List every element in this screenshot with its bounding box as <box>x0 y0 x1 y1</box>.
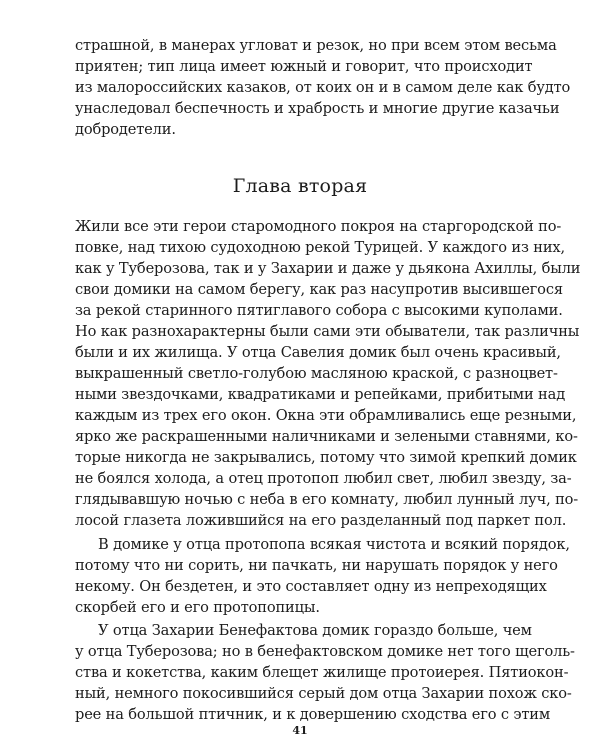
text-line: торые никогда не закрывались, потому что зимой крепкий домик <box>75 449 577 466</box>
text-line: добродетели. <box>75 121 176 138</box>
text-line: страшной, в манерах угловат и резок, но при всем этом весьма <box>75 37 557 54</box>
text-line: ный, немного покосившийся серый дом отца Захарии похож ско- <box>75 685 572 702</box>
text-line: свои домики на самом берегу, как раз насупротив высившегося <box>75 281 563 298</box>
text-line: выкрашенный светло-голубою масляною краской, с разноцвет- <box>75 365 558 382</box>
text-line: у отца Туберозова; но в бенефактовском домике нет того щеголь- <box>75 643 575 660</box>
text-line: глядывавшую ночью с неба в его комнату, любил лунный луч, по- <box>75 491 579 508</box>
text-line: скорбей его и его протопопицы. <box>75 599 320 616</box>
chapter-title: Глава вторая <box>232 175 368 197</box>
text-line: лосой глазета ложившийся на его разделанный под паркет пол. <box>75 512 567 529</box>
text-line: Но как разнохарактерны были сами эти обыватели, так различны <box>75 323 580 340</box>
text-line: приятен; тип лица имеет южный и говорит, что происходит <box>75 58 533 75</box>
text-line: как у Туберозова, так и у Захарии и даже у дьякона Ахиллы, были <box>75 260 581 277</box>
text-line: повке, над тихою судоходною рекой Турицей. У каждого из них, <box>75 239 565 256</box>
text-line: не боялся холода, а отец протопоп любил свет, любил звезду, за- <box>75 470 572 487</box>
text-line: потому что ни сорить, ни пачкать, ни нарушать порядок у него <box>75 557 558 574</box>
text-line: были и их жилища. У отца Савелия домик был очень красивый, <box>75 344 561 361</box>
text-line: каждым из трех его окон. Окна эти обрамливались еще резными, <box>75 407 577 424</box>
text-line: из малороссийских казаков, от коих он и в самом деле как будто <box>75 79 571 96</box>
text-line: У отца Захарии Бенефактова домик гораздо больше, чем <box>98 622 532 639</box>
text-line: ными звездочками, квадратиками и репейками, прибитыми над <box>75 386 566 403</box>
text-line: унаследовал беспечность и храбрость и многие другие казачьи <box>75 100 560 117</box>
text-line: ства и кокетства, каким блещет жилище протоиерея. Пятиокон- <box>75 664 569 681</box>
text-line: рее на большой птичник, и к довершению сходства его с этим <box>75 706 551 723</box>
text-line: В домике у отца протопопа всякая чистота и всякий порядок, <box>98 536 570 553</box>
page-number: 41 <box>292 724 308 737</box>
text-line: некому. Он бездетен, и это составляет одну из непреходящих <box>75 578 547 595</box>
text-line: ярко же раскрашенными наличниками и зелеными ставнями, ко- <box>75 428 578 445</box>
text-line: Жили все эти герои старомодного покроя на старгородской по- <box>75 218 562 235</box>
text-line: за рекой старинного пятиглавого собора с высокими куполами. <box>75 302 563 319</box>
